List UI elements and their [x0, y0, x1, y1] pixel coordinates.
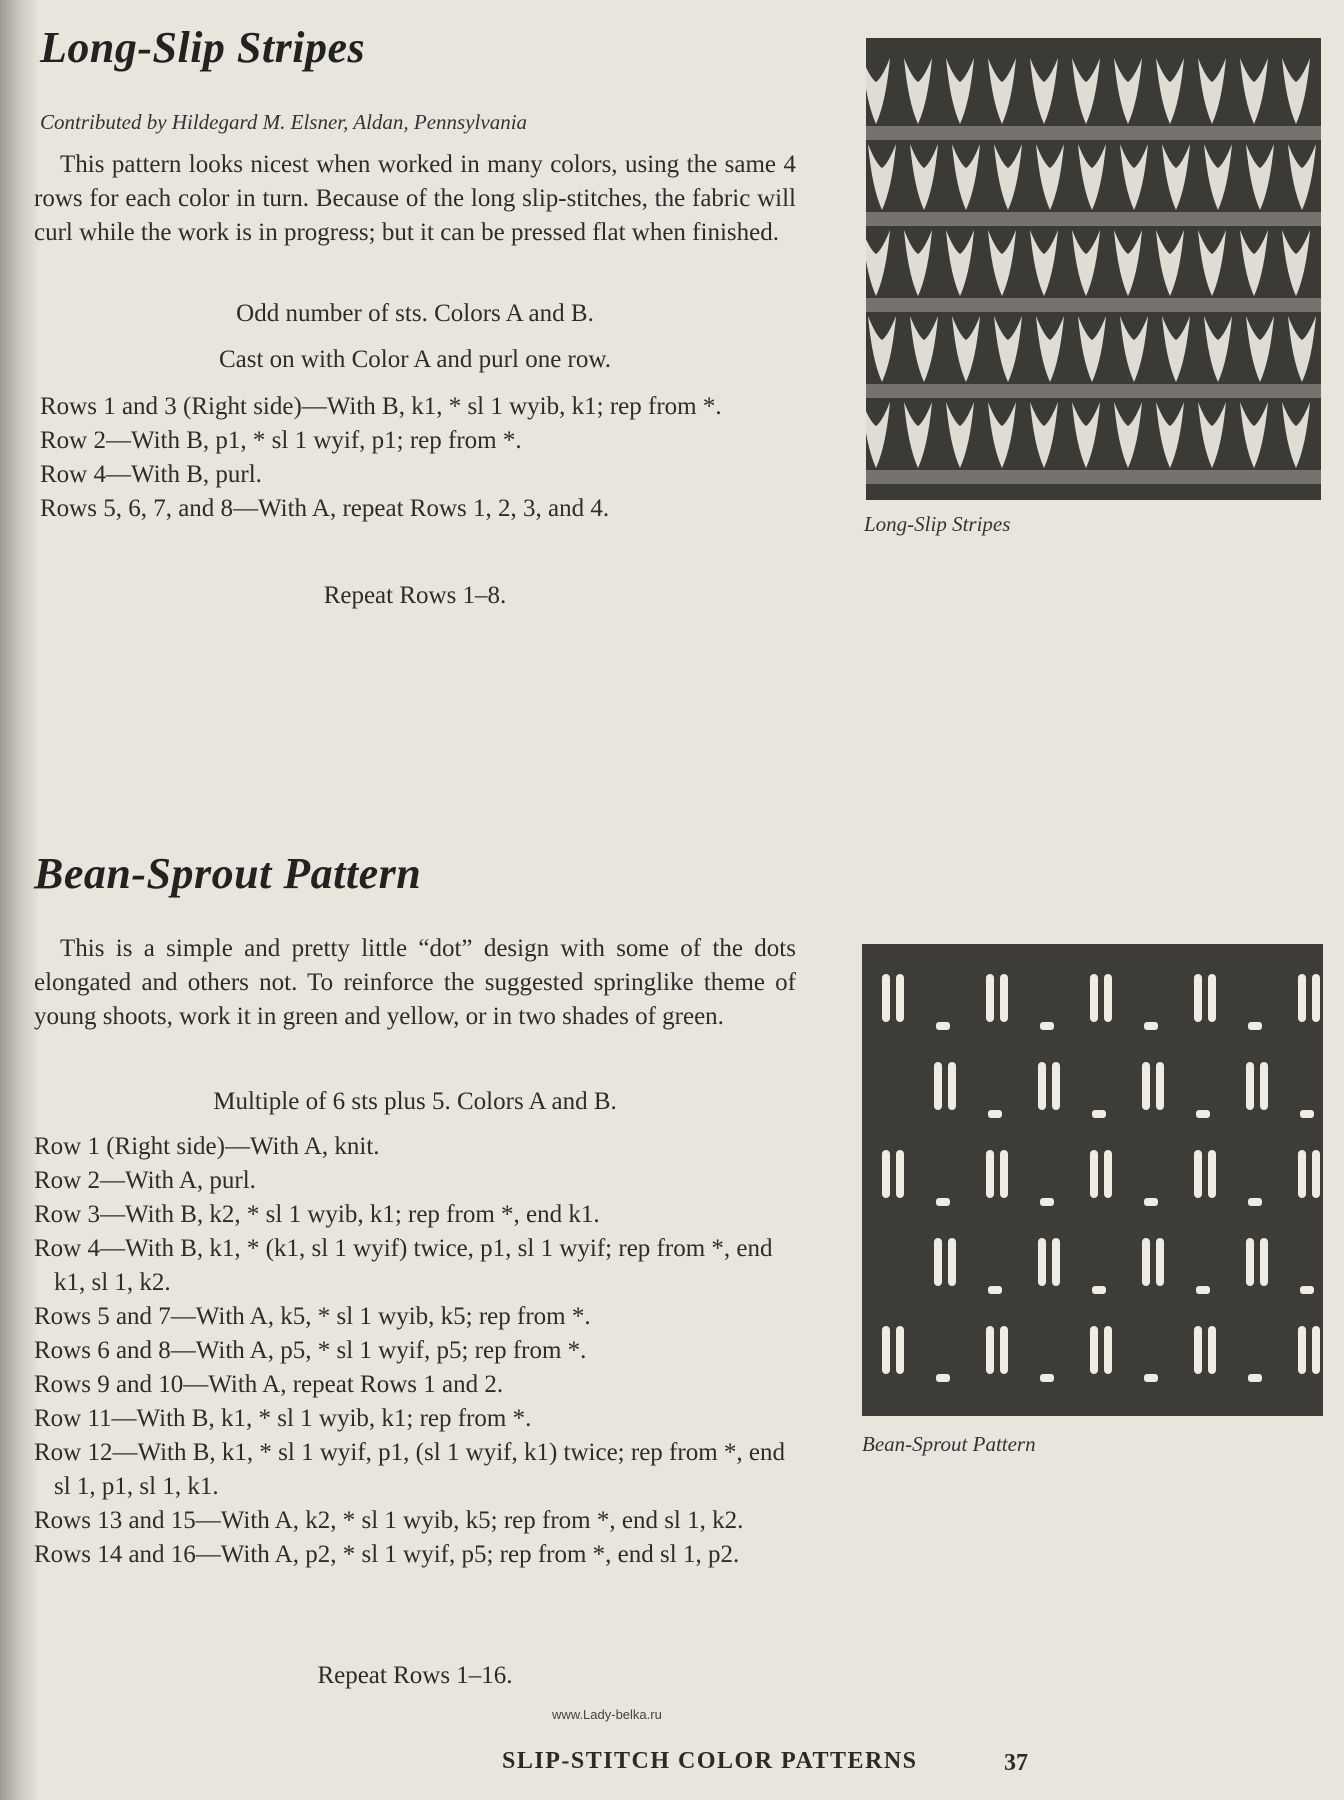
knit-texture-bean-sprout — [862, 944, 1323, 1416]
sprout-stitch — [1104, 1150, 1112, 1198]
dot-stitch — [988, 1110, 1002, 1118]
sprout-stitch — [1298, 1326, 1306, 1374]
stripe-band — [866, 470, 1321, 484]
dot-stitch — [936, 1022, 950, 1030]
stitch-count-bean-sprout: Multiple of 6 sts plus 5. Colors A and B. — [213, 1088, 617, 1115]
sprout-stitch — [1090, 1150, 1098, 1198]
sprout-stitch — [934, 1238, 942, 1286]
sprout-stitch — [1038, 1062, 1046, 1110]
sprout-stitch — [948, 1238, 956, 1286]
sprout-stitch — [1000, 1326, 1008, 1374]
row-instruction: Row 3—With B, k2, * sl 1 wyib, k1; rep from *, end k1. — [34, 1201, 600, 1228]
sprout-stitch — [896, 1150, 904, 1198]
sprout-stitch — [1260, 1062, 1268, 1110]
sprout-stitch — [896, 1326, 904, 1374]
repeat-instruction-long-slip: Repeat Rows 1–8. — [323, 582, 507, 609]
sprout-stitch — [1208, 974, 1216, 1022]
sprout-stitch — [882, 1326, 890, 1374]
row-instruction: Rows 5, 6, 7, and 8—With A, repeat Rows 1, 2, 3, and 4. — [40, 495, 610, 522]
intro-paragraph-bean-sprout: This is a simple and pretty little “dot” design with some of the dots elongated and others not. To reinforce the suggested springlike theme of young shoots, work it in green and yellow, or in two shades of green. — [34, 935, 796, 1030]
dot-stitch — [988, 1286, 1002, 1294]
sprout-stitch — [1156, 1238, 1164, 1286]
sprout-stitch — [882, 974, 890, 1022]
dot-stitch — [1300, 1110, 1314, 1118]
intro-paragraph-long-slip: This pattern looks nicest when worked in many colors, using the same 4 rows for each color in turn. Because of the long slip-stitches, the fabric will curl while the work is in progress; but it can be pressed flat when finished. — [34, 151, 796, 246]
sprout-stitch — [1312, 1326, 1320, 1374]
dot-stitch — [1248, 1022, 1262, 1030]
sprout-stitch — [1246, 1062, 1254, 1110]
dot-stitch — [1248, 1374, 1262, 1382]
row-instructions-bean-sprout — [34, 1130, 796, 1572]
sprout-stitch — [948, 1062, 956, 1110]
sprout-stitch — [986, 1326, 994, 1374]
caption-bean-sprout: Bean-Sprout Pattern — [862, 1432, 1036, 1456]
sprout-stitch — [1312, 1150, 1320, 1198]
sprout-stitch — [986, 974, 994, 1022]
sprout-stitch — [1090, 1326, 1098, 1374]
stripe-band — [866, 384, 1321, 398]
dot-stitch — [1144, 1374, 1158, 1382]
stripe-band — [866, 126, 1321, 140]
sprout-stitch — [1194, 974, 1202, 1022]
sprout-stitch — [1298, 1150, 1306, 1198]
dot-stitch — [1040, 1022, 1054, 1030]
page-number: 37 — [1004, 1750, 1028, 1776]
sprout-stitch — [882, 1150, 890, 1198]
row-instruction: Row 12—With B, k1, * sl 1 wyif, p1, (sl 1 wyif, k1) twice; rep from *, end sl 1, p1, sl 1, k1. — [34, 1439, 785, 1500]
row-instruction: Row 2—With A, purl. — [34, 1167, 256, 1194]
sprout-stitch — [1194, 1150, 1202, 1198]
dot-stitch — [1248, 1198, 1262, 1206]
dot-stitch — [1092, 1286, 1106, 1294]
stripe-band — [866, 212, 1321, 226]
row-instruction: Row 2—With B, p1, * sl 1 wyif, p1; rep from *. — [40, 427, 522, 454]
row-instruction: Rows 6 and 8—With A, p5, * sl 1 wyif, p5; rep from *. — [34, 1337, 587, 1364]
watermark-url: www.Lady-belka.ru — [552, 1707, 662, 1722]
row-instruction: Row 4—With B, k1, * (k1, sl 1 wyif) twice, p1, sl 1 wyif; rep from *, end k1, sl 1, k2. — [34, 1235, 773, 1296]
sprout-stitch — [986, 1150, 994, 1198]
dot-stitch — [1196, 1286, 1210, 1294]
sprout-stitch — [934, 1062, 942, 1110]
row-instruction: Rows 9 and 10—With A, repeat Rows 1 and 2. — [34, 1371, 504, 1398]
contributor-credit: Contributed by Hildegard M. Elsner, Aldan, Pennsylvania — [40, 110, 528, 134]
sprout-stitch — [1052, 1062, 1060, 1110]
row-instruction: Row 4—With B, purl. — [40, 461, 262, 488]
sprout-stitch — [1000, 974, 1008, 1022]
dot-stitch — [1144, 1198, 1158, 1206]
row-instruction: Row 11—With B, k1, * sl 1 wyib, k1; rep from *. — [34, 1405, 532, 1432]
knit-texture-long-slip — [866, 38, 1321, 500]
sprout-stitch — [1298, 974, 1306, 1022]
sprout-stitch — [896, 974, 904, 1022]
sprout-stitch — [1312, 974, 1320, 1022]
bean-sprout-swatch-photo — [862, 944, 1323, 1416]
row-instruction: Rows 13 and 15—With A, k2, * sl 1 wyib, k5; rep from *, end sl 1, k2. — [34, 1507, 744, 1534]
dot-stitch — [1040, 1198, 1054, 1206]
stitch-count-long-slip: Odd number of sts. Colors A and B. — [236, 300, 594, 327]
sprout-stitch — [1090, 974, 1098, 1022]
sprout-stitch — [1038, 1238, 1046, 1286]
sprout-stitch — [1156, 1062, 1164, 1110]
cast-on-instruction: Cast on with Color A and purl one row. — [218, 346, 612, 373]
row-instructions-long-slip — [40, 390, 796, 526]
sprout-stitch — [1104, 1326, 1112, 1374]
row-instruction: Rows 14 and 16—With A, p2, * sl 1 wyif, p5; rep from *, end sl 1, p2. — [34, 1541, 740, 1568]
sprout-stitch — [1246, 1238, 1254, 1286]
row-instruction: Row 1 (Right side)—With A, knit. — [34, 1133, 380, 1160]
sprout-stitch — [1052, 1238, 1060, 1286]
sprout-stitch — [1142, 1238, 1150, 1286]
sprout-stitch — [1208, 1150, 1216, 1198]
chapter-running-footer: SLIP-STITCH COLOR PATTERNS — [502, 1748, 918, 1774]
stripe-band — [866, 298, 1321, 312]
sprout-stitch — [1000, 1150, 1008, 1198]
sprout-stitch — [1104, 974, 1112, 1022]
dot-stitch — [1092, 1110, 1106, 1118]
row-instruction: Rows 1 and 3 (Right side)—With B, k1, * sl 1 wyib, k1; rep from *. — [40, 393, 722, 420]
dot-stitch — [936, 1198, 950, 1206]
repeat-instruction-bean-sprout: Repeat Rows 1–16. — [317, 1662, 513, 1689]
row-instruction: Rows 5 and 7—With A, k5, * sl 1 wyib, k5; rep from *. — [34, 1303, 591, 1330]
sprout-stitch — [1260, 1238, 1268, 1286]
long-slip-stripes-swatch-photo — [866, 38, 1321, 500]
section-title-long-slip: Long-Slip Stripes — [40, 23, 366, 72]
sprout-stitch — [1208, 1326, 1216, 1374]
dot-stitch — [1040, 1374, 1054, 1382]
section-title-bean-sprout: Bean-Sprout Pattern — [34, 849, 422, 898]
sprout-stitch — [1194, 1326, 1202, 1374]
dot-stitch — [1196, 1110, 1210, 1118]
dot-stitch — [1300, 1286, 1314, 1294]
caption-long-slip: Long-Slip Stripes — [864, 512, 1011, 536]
sprout-stitch — [1142, 1062, 1150, 1110]
dot-stitch — [1144, 1022, 1158, 1030]
dot-stitch — [936, 1374, 950, 1382]
